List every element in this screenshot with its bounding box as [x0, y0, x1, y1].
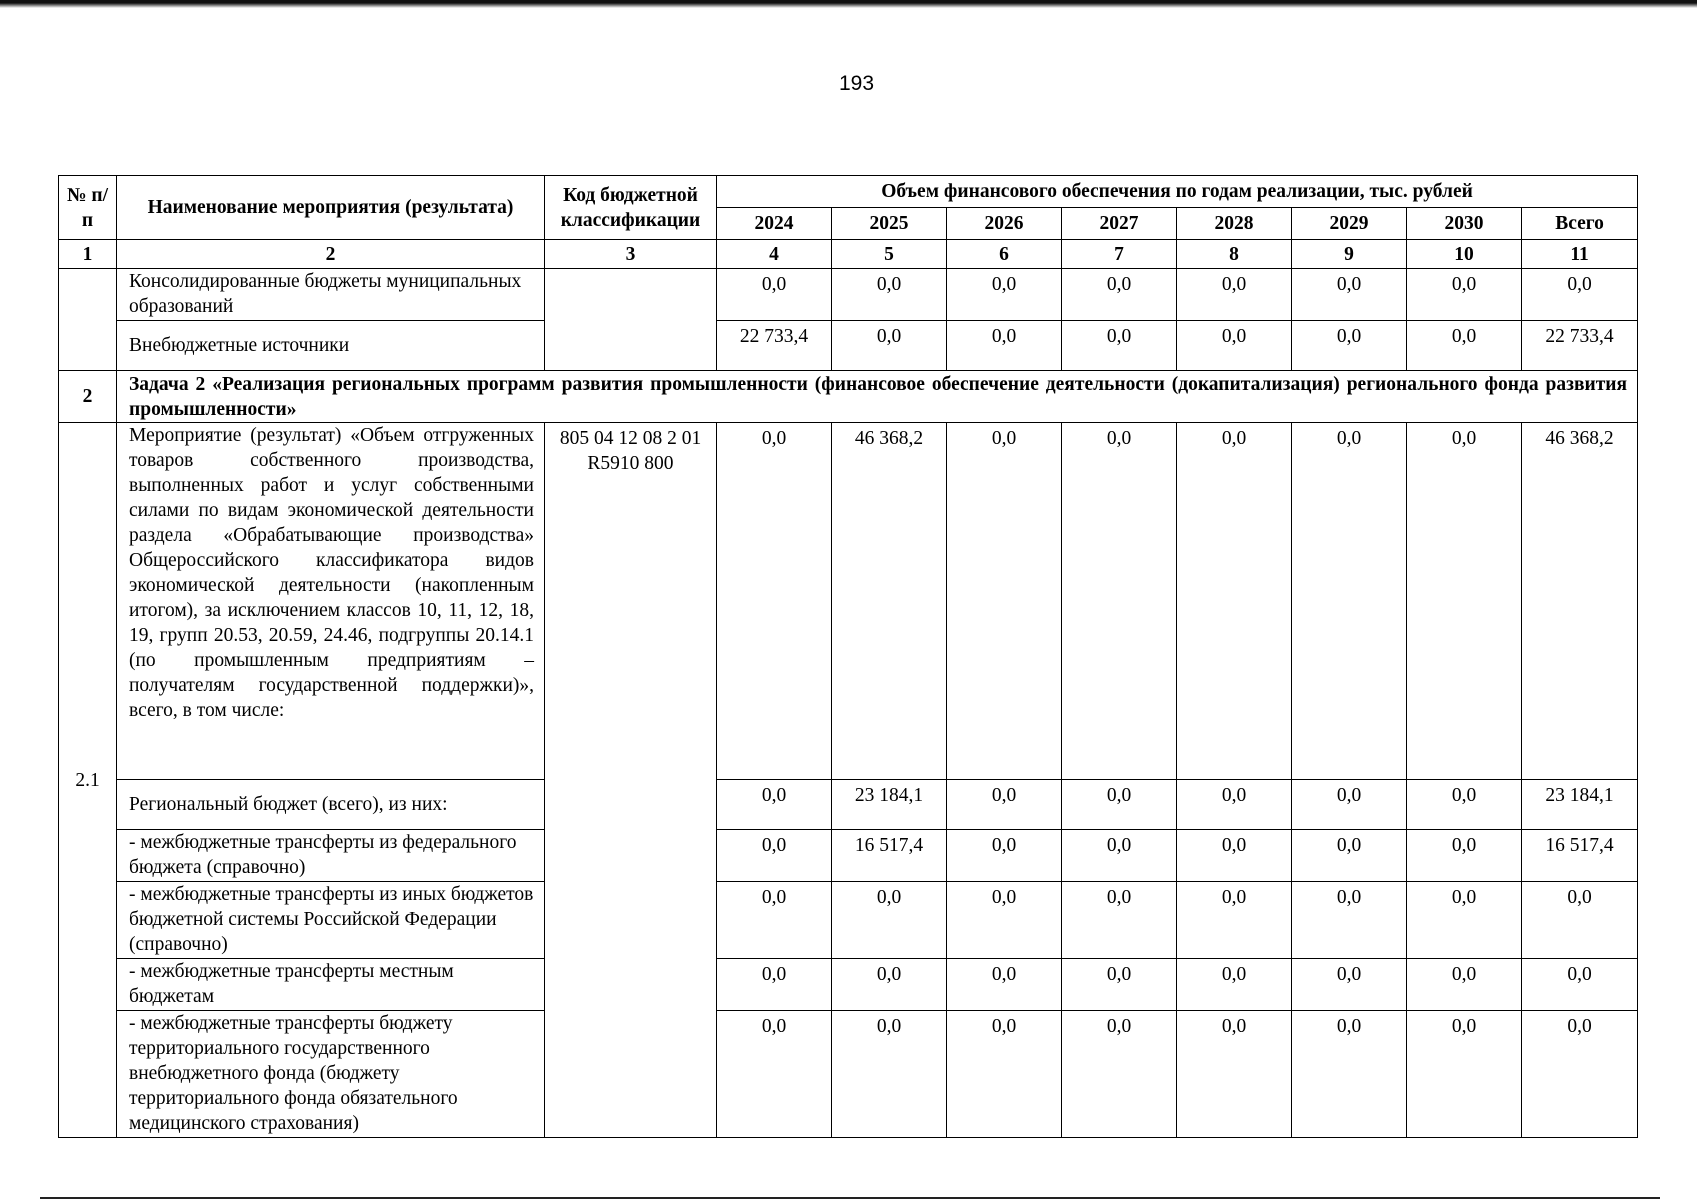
- value-cell: 46 368,2: [832, 423, 947, 780]
- value-cell: 0,0: [947, 321, 1062, 371]
- col-number: 5: [832, 240, 947, 269]
- column-numbers-row: [59, 240, 1638, 269]
- value-cell: 0,0: [1292, 269, 1407, 321]
- value-cell: 0,0: [1177, 321, 1292, 371]
- value-cell: 0,0: [1062, 423, 1177, 780]
- value-cell: 0,0: [1062, 780, 1177, 830]
- header-year: 2024: [717, 208, 832, 240]
- value-cell: 0,0: [1177, 269, 1292, 321]
- value-cell: 0,0: [717, 959, 832, 1011]
- col-number: 4: [717, 240, 832, 269]
- value-cell: 0,0: [717, 1011, 832, 1138]
- value-cell: 0,0: [717, 830, 832, 882]
- col-number: 3: [545, 240, 717, 269]
- header-year: 2026: [947, 208, 1062, 240]
- col-number: 7: [1062, 240, 1177, 269]
- value-cell: 0,0: [832, 269, 947, 321]
- row-name: - межбюджетные трансферты из иных бюджетов бюджетной системы Российской Федерации (справочно): [117, 882, 545, 959]
- value-cell: 0,0: [1407, 321, 1522, 371]
- value-cell: 0,0: [1292, 882, 1407, 959]
- value-cell: 0,0: [717, 269, 832, 321]
- value-cell: 0,0: [1062, 1011, 1177, 1138]
- scan-edge-top: [0, 0, 1697, 8]
- value-cell: 0,0: [947, 1011, 1062, 1138]
- value-cell: 0,0: [1522, 269, 1638, 321]
- table-row: [59, 1011, 1638, 1138]
- row-name: - межбюджетные трансферты местным бюджетам: [117, 959, 545, 1011]
- row-name: - межбюджетные трансферты из федерального бюджета (справочно): [117, 830, 545, 882]
- page-number: 193: [838, 72, 875, 95]
- value-cell: 0,0: [1177, 1011, 1292, 1138]
- col-number: 1: [59, 240, 117, 269]
- value-cell: 0,0: [1177, 959, 1292, 1011]
- value-cell: 0,0: [1407, 882, 1522, 959]
- col-number: 11: [1522, 240, 1638, 269]
- value-cell: 0,0: [1292, 780, 1407, 830]
- table-row: [59, 882, 1638, 959]
- value-cell: 0,0: [1292, 830, 1407, 882]
- value-cell: 0,0: [1407, 780, 1522, 830]
- scan-edge-bottom: [40, 1197, 1660, 1199]
- row-name: Мероприятие (результат) «Объем отгруженных товаров собственного производства, выполненных работ и услуг собственными силами по видам экономической деятельности раздела «Обрабатывающие производства» Общероссийского классификатора видов экономической деятельности (накопленным итогом), за исключением классов 10, 11, 12, 18, 19, групп 20.53, 20.59, 24.46, подгруппы 20.14.1 (по промышленным предприятиям – получателям государственной поддержки)», всего, в том числе:: [117, 423, 545, 780]
- value-cell: 0,0: [1407, 269, 1522, 321]
- table-row: [59, 269, 1638, 321]
- header-year: 2029: [1292, 208, 1407, 240]
- value-cell: 0,0: [1062, 321, 1177, 371]
- value-cell: 0,0: [947, 780, 1062, 830]
- col-number: 10: [1407, 240, 1522, 269]
- value-cell: 46 368,2: [1522, 423, 1638, 780]
- value-cell: 0,0: [717, 882, 832, 959]
- row-num-empty: [59, 269, 117, 371]
- task-text: Задача 2 «Реализация региональных программ развития промышленности (финансовое обеспечение деятельности (докапитализация) регионального фонда развития промышленности»: [117, 371, 1638, 423]
- header-code: Код бюджетной классификации: [545, 176, 717, 240]
- row-name: - межбюджетные трансферты бюджету территориального государственного внебюджетного фонда (бюджету территориального фонда обязательного медицинского страхования): [117, 1011, 545, 1138]
- value-cell: 0,0: [1407, 959, 1522, 1011]
- value-cell: 0,0: [947, 959, 1062, 1011]
- value-cell: 0,0: [947, 882, 1062, 959]
- value-cell: 0,0: [1407, 1011, 1522, 1138]
- value-cell: 0,0: [1292, 321, 1407, 371]
- value-cell: 0,0: [717, 423, 832, 780]
- value-cell: 0,0: [1292, 1011, 1407, 1138]
- value-cell: 0,0: [1177, 882, 1292, 959]
- value-cell: 0,0: [717, 780, 832, 830]
- value-cell: 0,0: [1292, 423, 1407, 780]
- value-cell: 0,0: [1062, 959, 1177, 1011]
- header-year: 2030: [1407, 208, 1522, 240]
- col-number: 9: [1292, 240, 1407, 269]
- value-cell: 0,0: [947, 269, 1062, 321]
- value-cell: 0,0: [947, 830, 1062, 882]
- table-row: [59, 321, 1638, 371]
- col-number: 2: [117, 240, 545, 269]
- value-cell: 0,0: [832, 321, 947, 371]
- header-year: 2028: [1177, 208, 1292, 240]
- value-cell: 0,0: [1177, 423, 1292, 780]
- table-row: [59, 423, 1638, 780]
- task-row: [59, 371, 1638, 423]
- row-name: Внебюджетные источники: [117, 321, 545, 371]
- value-cell: 0,0: [1062, 882, 1177, 959]
- table-row: [59, 959, 1638, 1011]
- value-cell: 0,0: [1522, 1011, 1638, 1138]
- value-cell: 16 517,4: [832, 830, 947, 882]
- event-num: 2.1: [59, 423, 117, 1138]
- header-year: 2025: [832, 208, 947, 240]
- table-row: [59, 780, 1638, 830]
- value-cell: 0,0: [1407, 423, 1522, 780]
- row-code-empty: [545, 269, 717, 371]
- value-cell: 0,0: [1177, 780, 1292, 830]
- value-cell: 16 517,4: [1522, 830, 1638, 882]
- task-num: 2: [59, 371, 117, 423]
- row-name: Региональный бюджет (всего), из них:: [117, 780, 545, 830]
- value-cell: 0,0: [1062, 830, 1177, 882]
- value-cell: 0,0: [1407, 830, 1522, 882]
- col-number: 6: [947, 240, 1062, 269]
- header-total: Всего: [1522, 208, 1638, 240]
- header-year: 2027: [1062, 208, 1177, 240]
- value-cell: 22 733,4: [717, 321, 832, 371]
- value-cell: 22 733,4: [1522, 321, 1638, 371]
- header-num: № п/п: [59, 176, 117, 240]
- value-cell: 0,0: [1177, 830, 1292, 882]
- value-cell: 0,0: [832, 959, 947, 1011]
- value-cell: 0,0: [1522, 882, 1638, 959]
- budget-table: [58, 175, 1638, 1138]
- col-number: 8: [1177, 240, 1292, 269]
- value-cell: 0,0: [832, 1011, 947, 1138]
- value-cell: 23 184,1: [1522, 780, 1638, 830]
- table-row: [59, 830, 1638, 882]
- value-cell: 23 184,1: [832, 780, 947, 830]
- event-code: 805 04 12 08 2 01 R5910 800: [545, 423, 717, 1138]
- header-name: Наименование мероприятия (результата): [117, 176, 545, 240]
- value-cell: 0,0: [832, 882, 947, 959]
- header-volume: Объем финансового обеспечения по годам реализации, тыс. рублей: [717, 176, 1638, 208]
- value-cell: 0,0: [1062, 269, 1177, 321]
- value-cell: 0,0: [1292, 959, 1407, 1011]
- value-cell: 0,0: [1522, 959, 1638, 1011]
- row-name: Консолидированные бюджеты муниципальных образований: [117, 269, 545, 321]
- value-cell: 0,0: [947, 423, 1062, 780]
